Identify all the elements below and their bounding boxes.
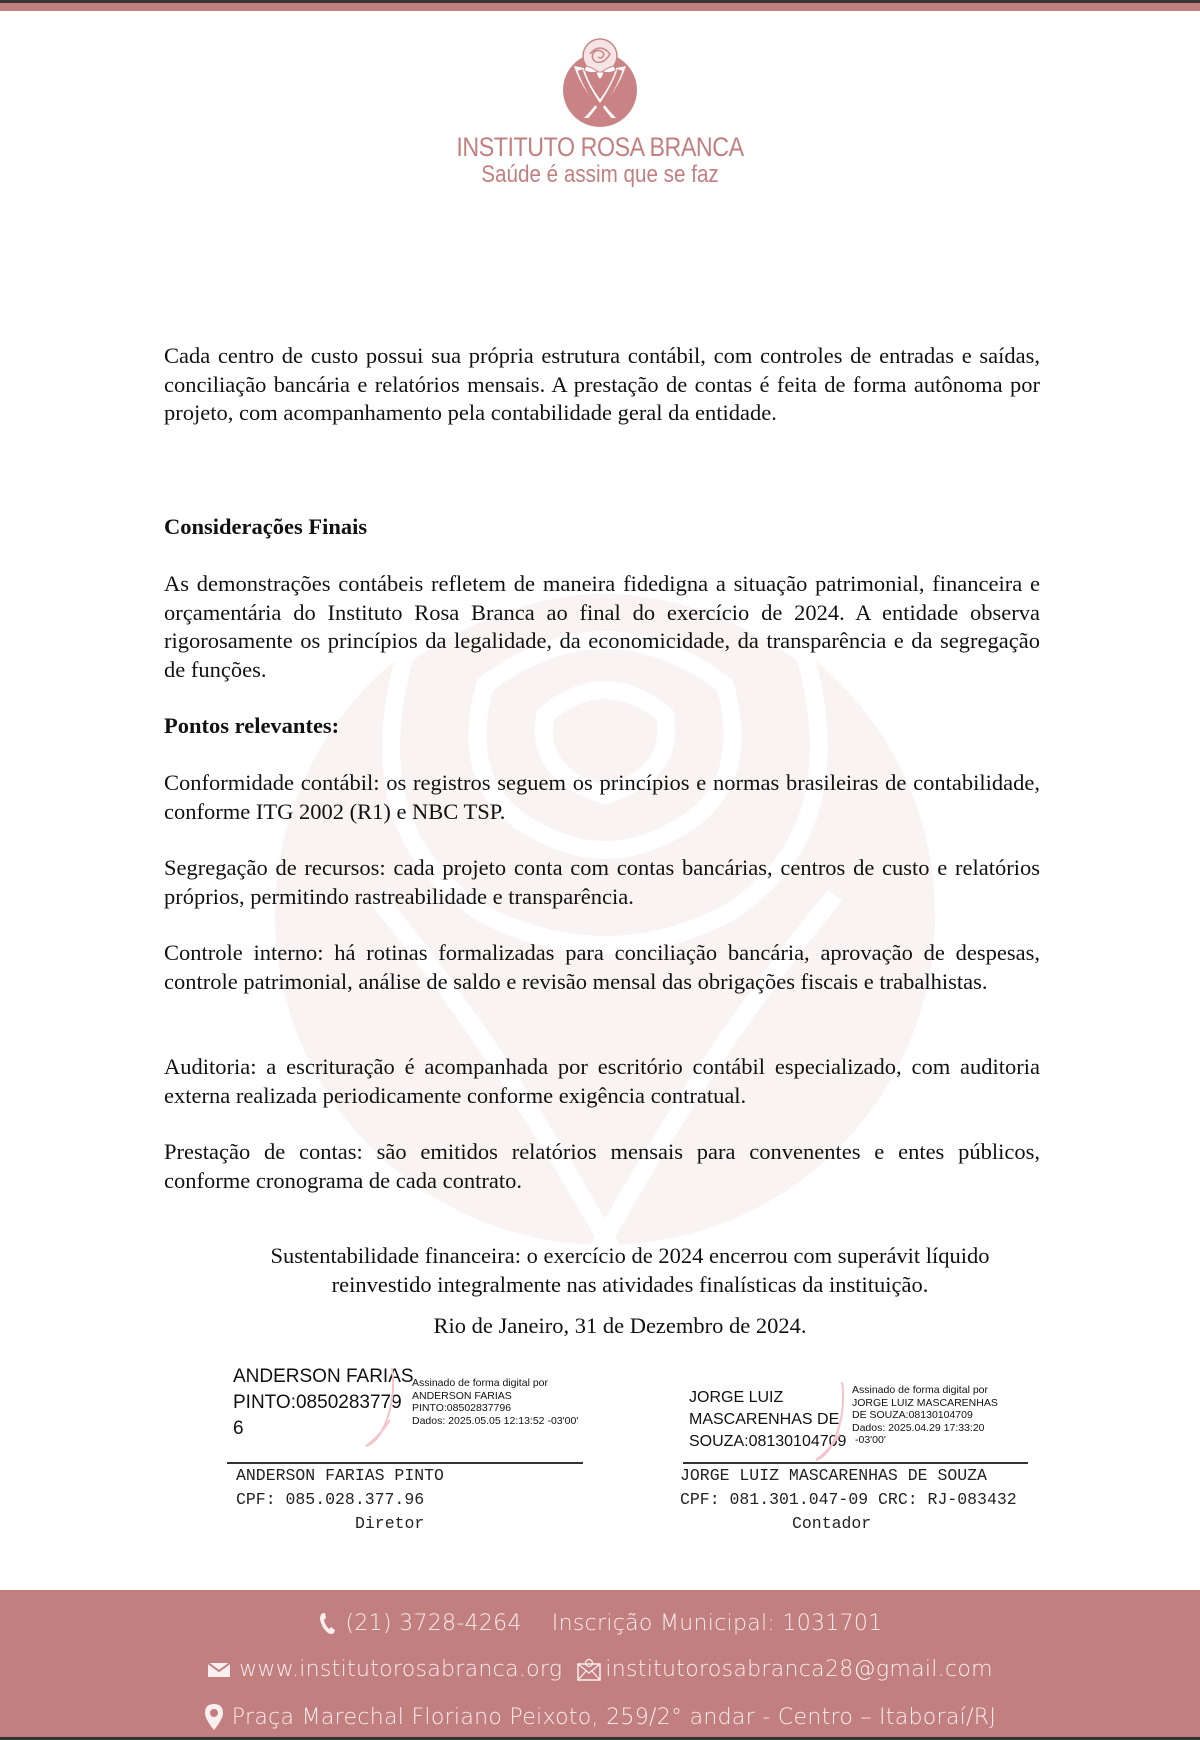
sustainability-line-1: Sustentabilidade financeira: o exercício de 2024 encerrou com superávit líquido xyxy=(270,1243,990,1268)
mail-at-icon xyxy=(576,1658,602,1682)
stamp-line: -03'00' xyxy=(855,1434,886,1446)
footer-row-phone xyxy=(0,1610,1200,1636)
digital-signature-stamp-anderson xyxy=(412,1377,578,1427)
footer-email[interactable]: institutorosabranca28@gmail.com xyxy=(605,1657,993,1682)
stamp-line: ANDERSON FARIAS xyxy=(412,1389,512,1402)
signer-printed-name: JORGE LUIZ MASCARENHAS DE SOUZA xyxy=(680,1466,987,1485)
signer-role: Contador xyxy=(792,1514,872,1533)
stamp-line: JORGE LUIZ MASCARENHAS xyxy=(852,1396,998,1409)
logo-name: INSTITUTO ROSA BRANCA xyxy=(456,132,744,162)
footer-municipal-registration: Inscrição Municipal: 1031701 xyxy=(551,1610,883,1636)
digital-signature-stamp-jorge xyxy=(852,1384,998,1447)
map-pin-icon xyxy=(204,1703,224,1731)
pdf-signature-mark-icon xyxy=(362,1366,412,1450)
point-item: Controle interno: há rotinas formalizadas para conciliação bancária, aprovação de despesas, controle patrimonial, análise de saldo e revisão mensal das obrigações fiscais e trabalhistas. xyxy=(164,940,1040,994)
stamp-line: DE SOUZA:08130104709 xyxy=(852,1409,973,1421)
signer-id: CPF: 081.301.047-09 CRC: RJ-083432 xyxy=(680,1490,1017,1509)
signer-id: CPF: 085.028.377.96 xyxy=(236,1490,425,1509)
institute-logo xyxy=(0,36,1200,189)
footer-address: Praça Marechal Floriano Peixoto, 259/2° andar - Centro – Itaboraí/RJ xyxy=(231,1704,997,1730)
stamp-line: Dados: 2025.04.29 17:33:20 xyxy=(852,1421,985,1434)
section-heading-points: Pontos relevantes: xyxy=(164,713,340,738)
point-item: Conformidade contábil: os registros seguem os princípios e normas brasileiras de contabilidade, conforme ITG 2002 (R1) e NBC TSP. xyxy=(164,770,1040,824)
phone-icon xyxy=(318,1610,338,1636)
signer-name-line: PINTO:0850283779 xyxy=(233,1392,402,1413)
sustainability-line-2: reinvestido integralmente nas atividades finalísticas da instituição. xyxy=(331,1271,929,1297)
signer-name-line: 6 xyxy=(233,1418,244,1439)
signer-role: Diretor xyxy=(355,1514,425,1533)
section-heading-final: Considerações Finais xyxy=(164,514,368,539)
signer-name-line: JORGE LUIZ xyxy=(689,1389,784,1406)
footer-website[interactable]: www.institutorosabranca.org xyxy=(239,1657,563,1682)
stamp-line: Assinado de forma digital por xyxy=(412,1377,548,1389)
footer-phone[interactable]: (21) 3728-4264 xyxy=(345,1610,522,1636)
signer-name-line: MASCARENHAS DE xyxy=(689,1411,840,1428)
intro-paragraph: Cada centro de custo possui sua própria estrutura contábil, com controles de entradas e saídas, conciliação bancária e relatórios mensais. A prestação de contas é feita de forma autônoma por projeto, com acompanhamento pela contabilidade geral da entidade. xyxy=(164,343,1040,425)
rose-ribbon-logo-icon xyxy=(560,36,640,128)
point-item: Auditoria: a escrituração é acompanhada por escritório contábil especializado, com auditoria externa realizada periodicamente conforme exigência contratual. xyxy=(164,1054,1040,1108)
footer-row-web xyxy=(0,1657,1200,1682)
stamp-line: Assinado de forma digital por xyxy=(852,1384,988,1396)
footer-row-address xyxy=(0,1703,1200,1731)
contact-footer xyxy=(0,1590,1200,1737)
point-item: Prestação de contas: são emitidos relatórios mensais para convenentes e entes públicos, conforme cronograma de cada contrato. xyxy=(164,1139,1040,1193)
sustainability-statement xyxy=(220,1242,1040,1299)
signer-name-line: SOUZA:08130104709 xyxy=(689,1433,847,1450)
point-item: Segregação de recursos: cada projeto conta com contas bancárias, centros de custo e relatórios próprios, permitindo rastreabilidade e transparência. xyxy=(164,855,1040,909)
final-paragraph: As demonstrações contábeis refletem de maneira fidedigna a situação patrimonial, financeira e orçamentária do Instituto Rosa Branca ao final do exercício de 2024. A entidade observa rigorosamente os princípios da legalidade, da economicidade, da transparência e da segregação de funções. xyxy=(164,571,1040,682)
envelope-icon xyxy=(207,1661,231,1679)
stamp-line: PINTO:08502837796 xyxy=(412,1402,512,1414)
logo-tagline: Saúde é assim que se faz xyxy=(481,161,719,188)
stamp-line: Dados: 2025.05.05 12:13:52 -03'00' xyxy=(412,1414,579,1427)
top-border-pink xyxy=(0,3,1200,11)
signer-name-line: ANDERSON FARIAS xyxy=(233,1366,414,1387)
place-date: Rio de Janeiro, 31 de Dezembro de 2024. xyxy=(433,1313,807,1338)
signer-printed-name: ANDERSON FARIAS PINTO xyxy=(236,1466,444,1485)
